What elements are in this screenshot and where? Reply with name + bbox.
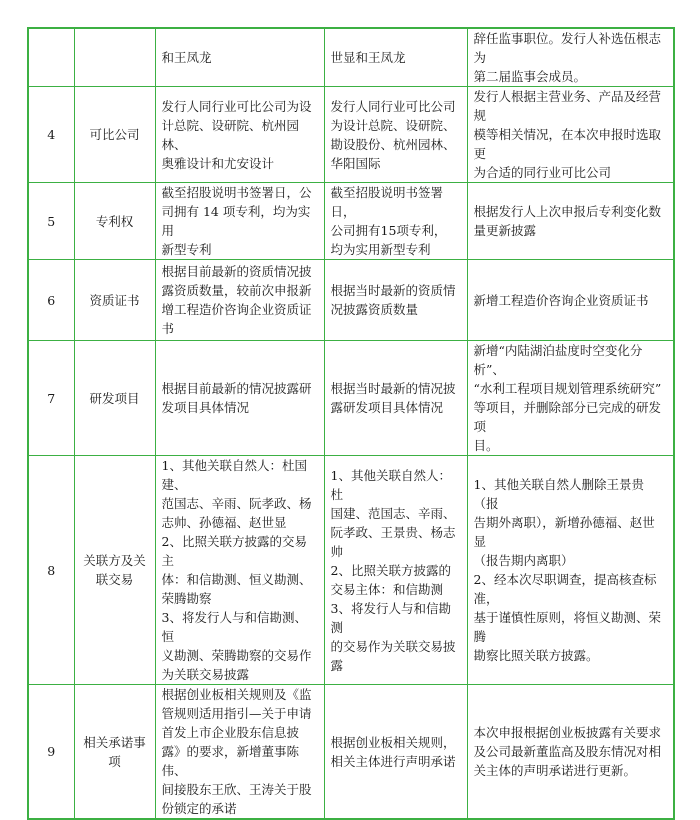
cell-text-line: 增工程造价咨询企业资质证: [161, 302, 312, 317]
cell-text-line: 根据创业板相关规则及《监: [161, 687, 312, 702]
table-row: [28, 685, 674, 820]
cell-text-line: 基于谨慎性原则，将恒义勘测、荣腾: [473, 610, 662, 644]
cell-text-line: 为设计总院、设研院、: [330, 117, 456, 133]
row-item: 资质证书: [74, 260, 155, 341]
cell-text-line: 管规则适用指引—关于申请: [161, 706, 312, 721]
table-row: [28, 260, 674, 341]
cell-text-line: 华阳国际: [330, 155, 381, 171]
cell-text-line: 关主体的声明承诺进行更新。: [473, 763, 637, 778]
row-number: 5: [28, 183, 74, 260]
row-number: 4: [28, 87, 74, 183]
row-item: 研发项目: [74, 341, 155, 456]
cell-text-line: 根据目前最新的情况披露研: [161, 381, 312, 396]
cell-text-line: 量更新披露: [473, 223, 537, 238]
cell-text-line: 况披露资质数量: [330, 302, 419, 317]
cell-text-line: 世显和王凤龙: [330, 50, 406, 65]
cell-text-line: 1、其他关联自然人：杜: [330, 467, 451, 502]
cell-text-line: 范国志、辛雨、阮孝政、杨: [161, 496, 312, 511]
previous-disclosure: [324, 456, 467, 685]
change-reason: [467, 87, 674, 183]
change-reason: [467, 685, 674, 820]
table-body: [28, 28, 674, 819]
table-row: [28, 87, 674, 183]
cell-text-line: 1、其他关联自然人：杜国建、: [161, 458, 307, 492]
previous-disclosure: [324, 183, 467, 260]
cell-text-line: 1、其他关联自然人删除王景贵（报: [473, 477, 644, 511]
previous-disclosure: [324, 260, 467, 341]
row-number: 7: [28, 341, 74, 456]
row-item: 可比公司: [74, 87, 155, 183]
cell-text-line: 辞任监事职位。发行人补选伍根志为: [473, 31, 662, 65]
cell-text-line: 模等相关情况，在本次申报时选取更: [473, 127, 662, 161]
cell-text-line: 帅: [330, 543, 344, 559]
cell-text-line: 告期外离职），新增孙德福、赵世显: [473, 515, 655, 549]
cell-text-line: 露》的要求，新增董事陈伟、: [161, 744, 300, 778]
cell-text-line: 书: [161, 321, 175, 336]
cell-text-line: 第二届监事会成员。: [473, 69, 587, 84]
change-reason: [467, 341, 674, 456]
row-item: 关联方及关联交易: [74, 456, 155, 685]
previous-disclosure: [324, 28, 467, 87]
cell-text-line: 根据当时最新的资质情: [330, 283, 456, 298]
row-number: 9: [28, 685, 74, 820]
cell-text-line: 2、经本次尽职调查，提高核查标准，: [473, 572, 657, 606]
cell-text-line: “水利工程项目规划管理系统研究”: [473, 381, 662, 396]
previous-disclosure: [324, 87, 467, 183]
cell-text-line: 露研发项目具体情况: [330, 400, 444, 415]
cell-text-line: 计总院、设研院、杭州园林、: [161, 117, 300, 152]
cell-text-line: 发行人同行业可比公司为设: [161, 98, 312, 114]
current-disclosure: [155, 456, 324, 685]
cell-text-line: 及公司最新董监高及股东情况对相: [473, 744, 662, 759]
disclosure-comparison-table: [27, 27, 675, 820]
cell-text-line: 根据目前最新的资质情况披: [161, 264, 312, 279]
cell-text-line: 勘设股份、杭州园林、: [330, 136, 456, 152]
change-reason: [467, 183, 674, 260]
cell-text-line: 发行人根据主营业务、产品及经营规: [473, 89, 662, 123]
change-reason: [467, 260, 674, 341]
cell-text-line: 根据创业板相关规则，: [330, 734, 456, 750]
cell-text-line: 新增工程造价咨询企业资质证书: [473, 292, 649, 308]
table-row: [28, 28, 674, 87]
cell-text-line: 新增“内陆湖泊盐度时空变化分析”、: [473, 343, 643, 377]
cell-text-line: 露资质数量，较前次申报新: [161, 283, 312, 298]
cell-text-line: 本次申报根据创业板披露有关要求: [473, 725, 662, 740]
current-disclosure: [155, 183, 324, 260]
previous-disclosure: [324, 341, 467, 456]
cell-text-line: 相关主体进行声明承诺: [330, 753, 456, 769]
cell-text-line: 国建、范国志、辛雨、: [330, 505, 456, 521]
cell-text-line: 根据当时最新的情况披: [330, 381, 456, 396]
cell-text-line: 司拥有 14 项专利，均为实用: [161, 204, 311, 238]
cell-text-line: 露: [330, 657, 344, 673]
cell-text-line: 首发上市企业股东信息披: [161, 725, 300, 740]
cell-text-line: 勘察比照关联方披露。: [473, 648, 599, 663]
cell-text-line: 交易主体：和信勘测: [330, 581, 444, 597]
current-disclosure: [155, 685, 324, 820]
cell-text-line: 2、比照关联方披露的交易主: [161, 534, 307, 568]
current-disclosure: [155, 260, 324, 341]
cell-text-line: 截至招股说明书签署日，公: [161, 185, 312, 200]
cell-text-line: 阮孝政、王景贵、杨志: [330, 524, 456, 540]
cell-text-line: （报告期内离职）: [473, 553, 574, 568]
cell-text-line: 和王凤龙: [161, 50, 212, 65]
cell-text-line: 为关联交易披露: [161, 667, 250, 682]
cell-text-line: 2、比照关联方披露的: [330, 562, 451, 578]
cell-text-line: 的交易作为关联交易披: [330, 638, 456, 654]
change-reason: [467, 456, 674, 685]
cell-text-line: 义勘测、荣腾勘察的交易作: [161, 648, 312, 663]
cell-text-line: 均为实用新型专利: [330, 242, 431, 257]
cell-text-line: 公司拥有15项专利，: [330, 223, 447, 238]
row-item: 相关承诺事项: [74, 685, 155, 820]
cell-text-line: 根据发行人上次申报后专利变化数: [473, 204, 662, 219]
cell-text-line: 发项目具体情况: [161, 400, 250, 415]
cell-text-line: 体：和信勘测、恒义勘测、: [161, 572, 312, 587]
cell-text-line: 志帅、孙德福、赵世显: [161, 515, 287, 530]
cell-text-line: 发行人同行业可比公司: [330, 98, 456, 114]
cell-text-line: 3、将发行人与和信勘测、恒: [161, 610, 307, 644]
cell-text-line: 荣腾勘察: [161, 591, 212, 606]
previous-disclosure: [324, 685, 467, 820]
cell-text-line: 目。: [473, 438, 499, 453]
cell-text-line: 间接股东王欣、王涛关于股: [161, 782, 312, 797]
cell-text-line: 份锁定的承诺: [161, 801, 237, 816]
table-row: [28, 341, 674, 456]
current-disclosure: [155, 28, 324, 87]
cell-text-line: 3、将发行人与和信勘测: [330, 600, 451, 635]
current-disclosure: [155, 341, 324, 456]
cell-text-line: 截至招股说明书签署日，: [330, 185, 444, 219]
row-number: [28, 28, 74, 87]
row-item: 专利权: [74, 183, 155, 260]
table-row: [28, 183, 674, 260]
table-row: [28, 456, 674, 685]
cell-text-line: 奥雅设计和尤安设计: [161, 155, 275, 171]
row-item: [74, 28, 155, 87]
cell-text-line: 新型专利: [161, 242, 212, 257]
row-number: 8: [28, 456, 74, 685]
current-disclosure: [155, 87, 324, 183]
row-number: 6: [28, 260, 74, 341]
cell-text-line: 等项目，并删除部分已完成的研发项: [473, 400, 662, 434]
cell-text-line: 为合适的同行业可比公司: [473, 165, 612, 180]
change-reason: [467, 28, 674, 87]
